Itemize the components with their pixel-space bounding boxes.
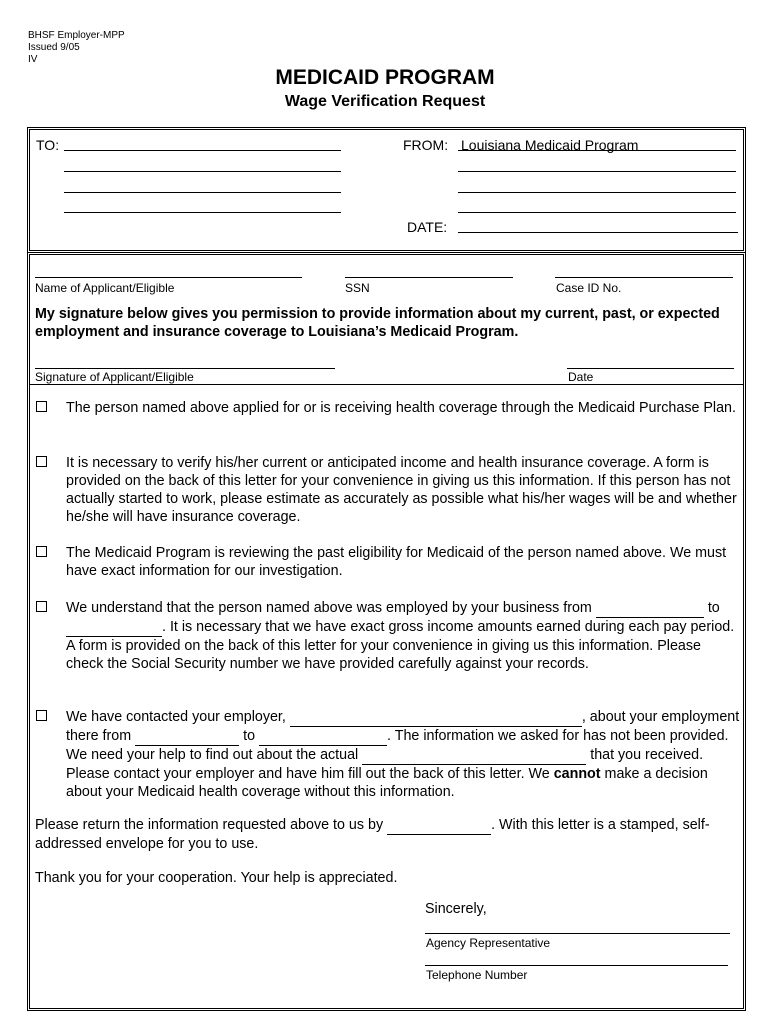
- return-part1: Please return the information requested above to us by: [35, 817, 384, 833]
- option-purchase-plan-text: The person named above applied for or is receiving health coverage through the Medicaid Purchase Plan.: [66, 400, 736, 416]
- return-instructions: [35, 816, 735, 853]
- from-line-1[interactable]: [458, 150, 736, 151]
- case-id-line[interactable]: [555, 277, 733, 278]
- option-contacted-part4: . The information we asked for has not been provided. We need your help to find out about the actual: [66, 728, 729, 763]
- option-contacted-part5: that you received. Please contact your employer and have him fill out the back of this letter. We: [66, 747, 704, 782]
- agency-rep-line[interactable]: [425, 933, 730, 934]
- date-line[interactable]: [458, 232, 738, 233]
- option-contacted-part3: to: [243, 728, 256, 744]
- to-line-4[interactable]: [64, 212, 341, 213]
- employment-end-blank[interactable]: [259, 727, 387, 746]
- checkbox-employment-period[interactable]: [36, 601, 47, 612]
- option-employment-period-part1: We understand that the person named above was employed by your business from: [66, 600, 592, 616]
- signature-label: Signature of Applicant/Eligible: [35, 370, 194, 384]
- from-line-4[interactable]: [458, 212, 736, 213]
- employer-name-blank[interactable]: [290, 708, 582, 727]
- issued-date: Issued 9/05: [28, 42, 80, 53]
- form-id: BHSF Employer-MPP: [28, 30, 125, 41]
- option-past-eligibility-text: The Medicaid Program is reviewing the past eligibility for Medicaid of the person named above. We must have exact information for our investigation.: [66, 545, 727, 579]
- permission-statement: My signature below gives you permission to provide information about my current, past, or expected employment and insurance coverage to Louisiana’s Medicaid Program.: [35, 306, 720, 340]
- signature-line[interactable]: [35, 368, 335, 369]
- from-value: Louisiana Medicaid Program: [461, 137, 639, 153]
- option-verify-income-text: It is necessary to verify his/her current or anticipated income and health insurance coverage. A form is provided on the back of this letter for your convenience in giving us this information. If this person has not actually started to work, please estimate as accurately as possible what his/her wages will be and whether he/she will have insurance coverage.: [66, 455, 737, 525]
- option-contacted-cannot: cannot: [553, 766, 601, 782]
- to-label: TO:: [36, 137, 60, 153]
- signature-date-label: Date: [568, 370, 594, 384]
- employment-to-blank[interactable]: [66, 618, 162, 637]
- employment-start-blank[interactable]: [135, 727, 239, 746]
- thank-you-text: Thank you for your cooperation. Your help is appreciated.: [35, 870, 398, 886]
- option-employment-period-part3: . It is necessary that we have exact gross income amounts earned during each pay period. A form is provided on the back of this letter for your convenience in giving us this information. Please check the Social Security number we have provided carefully against your records.: [66, 619, 735, 672]
- return-date-blank[interactable]: [387, 816, 491, 835]
- section-divider: [29, 384, 743, 385]
- page-title: MEDICAID PROGRAM: [275, 66, 495, 89]
- ssn-label: SSN: [345, 281, 370, 295]
- checkbox-purchase-plan[interactable]: [36, 401, 47, 412]
- from-line-3[interactable]: [458, 192, 736, 193]
- telephone-label: Telephone Number: [426, 968, 528, 982]
- option-contacted-part7: make a decision about your Medicaid health coverage without this information.: [66, 766, 708, 800]
- from-line-2[interactable]: [458, 171, 736, 172]
- to-line-3[interactable]: [64, 192, 341, 193]
- from-label: FROM:: [403, 137, 449, 153]
- form-version: IV: [28, 54, 38, 65]
- ssn-line[interactable]: [345, 277, 513, 278]
- to-line-1[interactable]: [64, 150, 341, 151]
- telephone-line[interactable]: [425, 965, 728, 966]
- date-label: DATE:: [407, 219, 448, 235]
- applicant-name-line[interactable]: [35, 277, 302, 278]
- option-employment-period-to: to: [707, 600, 720, 616]
- checkbox-contacted-employer[interactable]: [36, 710, 47, 721]
- agency-rep-label: Agency Representative: [426, 936, 551, 950]
- option-employment-period-text: [66, 599, 742, 673]
- case-id-label: Case ID No.: [556, 281, 622, 295]
- option-contacted-part2: , about your employment there from: [66, 709, 740, 744]
- checkbox-past-eligibility[interactable]: [36, 546, 47, 557]
- sincerely-text: Sincerely,: [425, 901, 487, 917]
- employment-from-blank[interactable]: [596, 599, 704, 618]
- checkbox-verify-income[interactable]: [36, 456, 47, 467]
- applicant-name-label: Name of Applicant/Eligible: [35, 281, 175, 295]
- actual-income-blank[interactable]: [362, 746, 586, 765]
- page-subtitle: Wage Verification Request: [284, 93, 486, 110]
- option-contacted-employer-text: [66, 708, 742, 801]
- option-contacted-part1: We have contacted your employer,: [66, 709, 286, 725]
- to-line-2[interactable]: [64, 171, 341, 172]
- return-part2: . With this letter is a stamped, self-addressed envelope for you to use.: [35, 817, 710, 852]
- signature-date-line[interactable]: [567, 368, 734, 369]
